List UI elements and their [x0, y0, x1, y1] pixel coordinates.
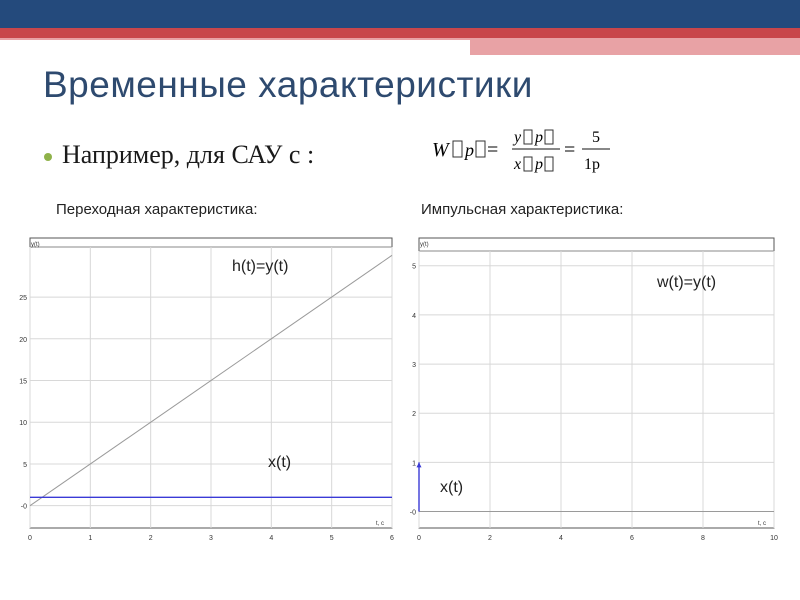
formula-W: W: [432, 139, 449, 161]
chart-1-y-tick-label: 5: [412, 263, 416, 271]
chart-0-x-tick-label: 6: [390, 535, 394, 542]
chart-1-x-tick-label: 10: [770, 535, 778, 542]
formula-rhs-num: 5: [592, 129, 600, 146]
chart-0-y-tick-label: 5: [23, 461, 27, 469]
caption-step-response: Переходная характеристика:: [56, 201, 258, 218]
chart-1-annotation: w(t)=y(t): [657, 274, 717, 291]
chart-0-x-tick-label: 1: [88, 535, 93, 542]
chart-0-x-axis-label: t, c: [375, 521, 384, 527]
chart-1-x-tick-label: 4: [559, 535, 563, 542]
chart-1-x-tick-label: 8: [701, 535, 705, 542]
chart-1-x-tick-label: 0: [417, 535, 421, 542]
chart-1-x-tick-label: 6: [630, 535, 634, 542]
chart-0-y-tick-label: 15: [19, 378, 27, 386]
chart-1-x-tick-label: 2: [488, 535, 492, 542]
chart-0-x-tick-label: 5: [329, 535, 334, 542]
chart-0-y-tick-label: 10: [19, 420, 27, 428]
chart-0-x-tick-label: 0: [28, 535, 32, 542]
chart-0-x-tick-label: 2: [148, 535, 153, 542]
chart-0-y-tick-label: 25: [19, 295, 27, 303]
chart-1-y-tick-label: 1: [412, 460, 416, 468]
formula-den-x: x: [514, 156, 522, 173]
chart-1-y-axis-label: y(t): [420, 242, 429, 248]
chart-0-annotation: h(t)=y(t): [232, 258, 289, 275]
chart-1-y-tick-label: 3: [412, 362, 416, 370]
caption-impulse-response: Импульсная характеристика:: [421, 201, 624, 218]
formula-rhs-den: 1p: [584, 156, 600, 173]
formula-den-arg: p: [535, 156, 543, 173]
formula-equals: =: [487, 139, 499, 161]
chart-1-y-tick-label: 4: [412, 312, 416, 320]
chart-1-annotation: x(t): [440, 479, 464, 496]
formula-equals-2: =: [564, 139, 576, 161]
chart-1-x-axis-label: t, c: [757, 521, 766, 527]
bullet-text: Например, для САУ с :: [62, 140, 315, 169]
chart-0-x-tick-label: 4: [269, 535, 274, 542]
slide-title: Временные характеристики: [43, 64, 533, 105]
chart-0-annotation: x(t): [268, 454, 292, 471]
formula-lhs-arg: p: [465, 140, 474, 160]
chart-0-y-axis-label: y(t): [31, 242, 40, 248]
formula-num-y: y: [514, 129, 522, 146]
chart-1-frame: [419, 238, 774, 528]
chart-0-x-tick-label: 3: [209, 535, 213, 542]
formula-num-arg: p: [535, 129, 543, 146]
chart-0-y-tick-label: 20: [19, 336, 27, 344]
chart-1-y-tick-label: 2: [412, 411, 416, 419]
chart-0-y-tick-label: -0: [20, 503, 27, 511]
chart-1-y-tick-label: -0: [409, 509, 416, 517]
